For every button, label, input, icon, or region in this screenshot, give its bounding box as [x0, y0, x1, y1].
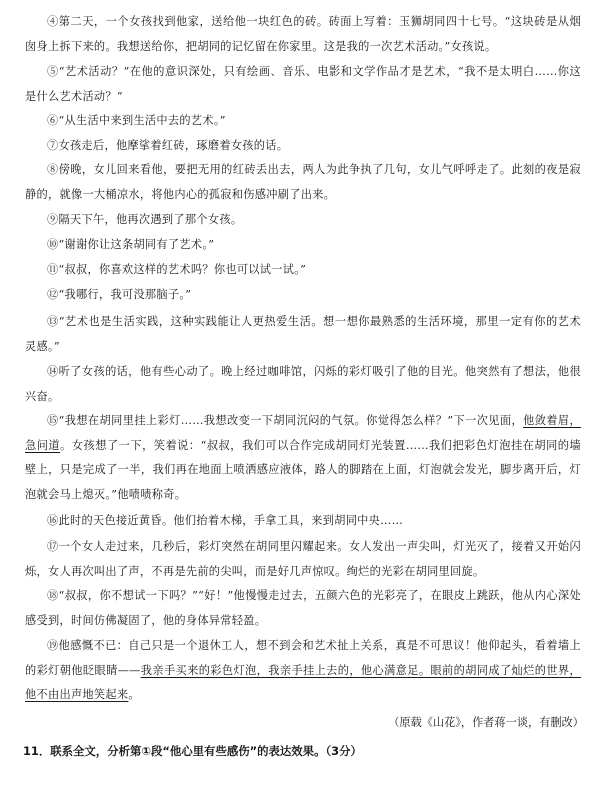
- paragraph-17: ⑰一个女人走过来，几秒后，彩灯突然在胡同里闪耀起来。女人发出一声尖叫，灯光灭了，接着又开始闪烁，女人再次叫出了声，不再是先前的尖叫，而是好几声惊叹。绚烂的光彩在胡同里回旋。: [25, 540, 581, 578]
- underlined-sentence: 他敛着眉，急问道: [25, 414, 581, 452]
- paragraph-6: ⑥“从生活中来到生活中去的艺术。”: [47, 114, 226, 127]
- paragraph-19: ⑲他感慨不已：自己只是一个退休工人，想不到会和艺术扯上关系，真是不可思议！他仰起头，看着墙上的彩灯朝他眨眼睛——我亲手买来的彩色灯泡，我亲手挂上去的，他心满意足。眼前的胡同成了灿烂的世界，他不由出声地笑起来。: [25, 639, 581, 702]
- paragraph-18: ⑱“叔叔，你不想试一下吗？”“好！”他慢慢走过去，五颜六色的光彩亮了，在眼皮上跳跃，他从内心深处感受到，时间仿佛凝固了，他的身体异常轻盈。: [25, 589, 581, 627]
- paragraph-4: ④第二天，一个女孩找到他家，送给他一块红色的砖。砖面上写着：玉狮胡同四十七号。“这块砖是从烟囱身上拆下来的。我想送给你，把胡同的记忆留在你家里。这是我的一次艺术活动。”女孩说。: [25, 15, 581, 53]
- paragraph-8: ⑧傍晚，女儿回来看他，要把无用的红砖丢出去，两人为此争执了几句，女儿气呼呼走了。此刻的夜是寂静的，就像一大桶凉水，将他内心的孤寂和伤感冲刷了出来。: [25, 163, 581, 201]
- paragraph-5: ⑤“艺术活动？”在他的意识深处，只有绘画、音乐、电影和文学作品才是艺术，“我不是太明白……你这是什么艺术活动？”: [25, 65, 581, 103]
- paragraph-15: ⑮“我想在胡同里挂上彩灯……我想改变一下胡同沉闷的气氛。你觉得怎么样？”下一次见面，他敛着眉，急问道。女孩想了一下，笑着说：“叔叔，我们可以合作完成胡同灯光装置……我们把彩色灯泡挂在胡同的墙壁上，只是完成了一半，我们再在地面上喷洒感应液体，路人的脚踏在上面，灯泡就会发光，脚步离开后，灯泡就会马上熄灭。”他啧啧称奇。: [25, 414, 581, 501]
- paragraph-13: ⑬“艺术也是生活实践，这种实践能让人更热爱生活。想一想你最熟悉的生活环境，那里一定有你的艺术灵感。”: [25, 315, 581, 353]
- question-11: 11．联系全文，分析第①段“他心里有些感伤”的表达效果。（3分）: [23, 744, 362, 758]
- paragraph-11: ⑪“叔叔，你喜欢这样的艺术吗？你也可以试一试。”: [47, 263, 307, 276]
- paragraph-12: ⑫“我哪行，我可没那脑子。”: [47, 288, 192, 301]
- paragraph-7: ⑦女孩走后，他摩挲着红砖，琢磨着女孩的话。: [47, 139, 289, 152]
- paragraph-16: ⑯此时的天色接近黄昏。他们抬着木梯，手拿工具，来到胡同中央……: [47, 514, 404, 527]
- paragraph-10: ⑩“谢谢你让这条胡同有了艺术。”: [47, 238, 215, 251]
- paragraph-9: ⑨隔天下午，他再次遇到了那个女孩。: [47, 213, 243, 226]
- source-note: （原载《山花》，作者蒋一谈，有删改）: [388, 716, 584, 729]
- underlined-sentence: 我亲手买来的彩色灯泡，我亲手挂上去的，他心满意足。眼前的胡同成了灿烂的世界，他不由出声地笑起来: [25, 663, 581, 702]
- paragraph-14: ⑭听了女孩的话，他有些心动了。晚上经过咖啡馆，闪烁的彩灯吸引了他的目光。他突然有了想法，他很兴奋。: [25, 365, 581, 403]
